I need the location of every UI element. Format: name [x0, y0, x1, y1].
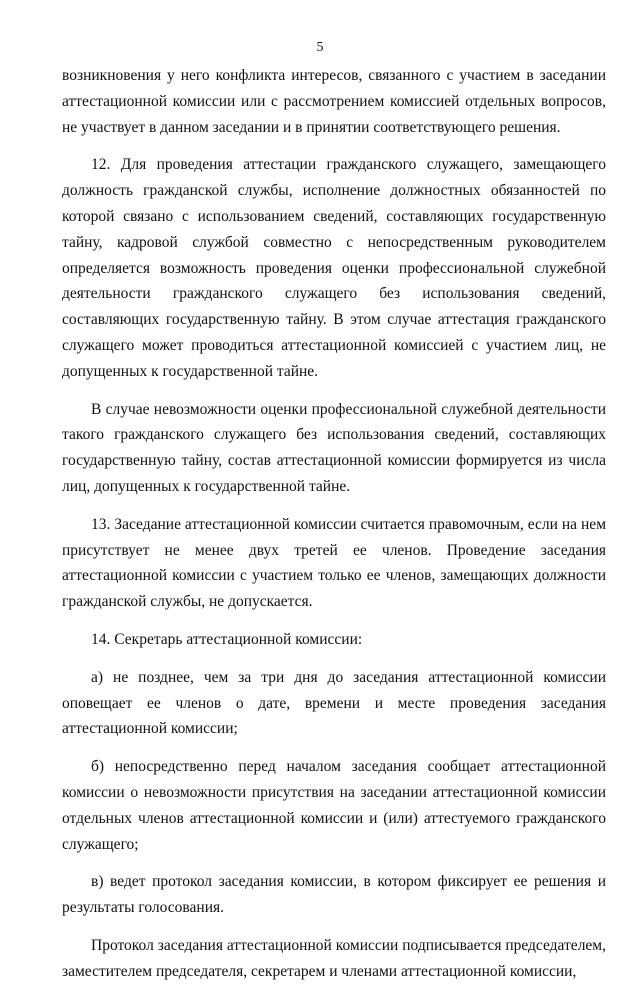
paragraph-item-12: 12. Для проведения аттестации гражданского служащего, замещающего должность гражданской службы, исполнение должностных обязанностей по которой связано с использованием сведений, составляющих государственную тайну, кадровой службой совместно с непосредственным руководителем определяется возможность проведения оценки профессиональной служебной деятельности гражданского служащего без использования сведений, составляющих государственную тайну. В этом случае аттестация гражданского служащего может проводиться аттестационной комиссией с участием лиц, не допущенных к государственной тайне. [62, 156, 606, 380]
document-body [62, 63, 606, 985]
paragraph-item-14-a: а) не позднее, чем за три дня до заседания аттестационной комиссии оповещает ее членов о дате, времени и месте проведения заседания аттестационной комиссии; [62, 668, 606, 738]
paragraph-protocol: Протокол заседания аттестационной комиссии подписывается председателем, заместителем председателя, секретарем и членами аттестационной комиссии, [62, 936, 606, 980]
paragraph-item-13: 13. Заседание аттестационной комиссии считается правомочным, если на нем присутствует не менее двух третей ее членов. Проведение заседания аттестационной комиссии с участием только ее членов, замещающих должности гражданской службы, не допускается. [62, 515, 606, 611]
paragraph-item-14: 14. Секретарь аттестационной комиссии: [91, 630, 363, 648]
paragraph-continuation: возникновения у него конфликта интересов, связанного с участием в заседании аттестационной комиссии или с рассмотрением комиссией отдельных вопросов, не участвует в данном заседании и в принятии соответствующего решения. [62, 67, 606, 136]
paragraph-item-14-c: в) ведет протокол заседания комиссии, в котором фиксирует ее решения и результаты голосования. [62, 873, 606, 917]
page-number: 5 [316, 40, 324, 55]
paragraph-item-14-b: б) непосредственно перед началом заседания сообщает аттестационной комиссии о невозможности присутствия на заседании аттестационной комиссии отдельных членов аттестационной комиссии и (или) аттестуемого гражданского служащего; [62, 758, 606, 853]
paragraph-item-12-second: В случае невозможности оценки профессиональной служебной деятельности такого гражданского служащего без использования сведений, составляющих государственную тайну, состав аттестационной комиссии формируется из числа лиц, допущенных к государственной тайне. [62, 400, 606, 495]
